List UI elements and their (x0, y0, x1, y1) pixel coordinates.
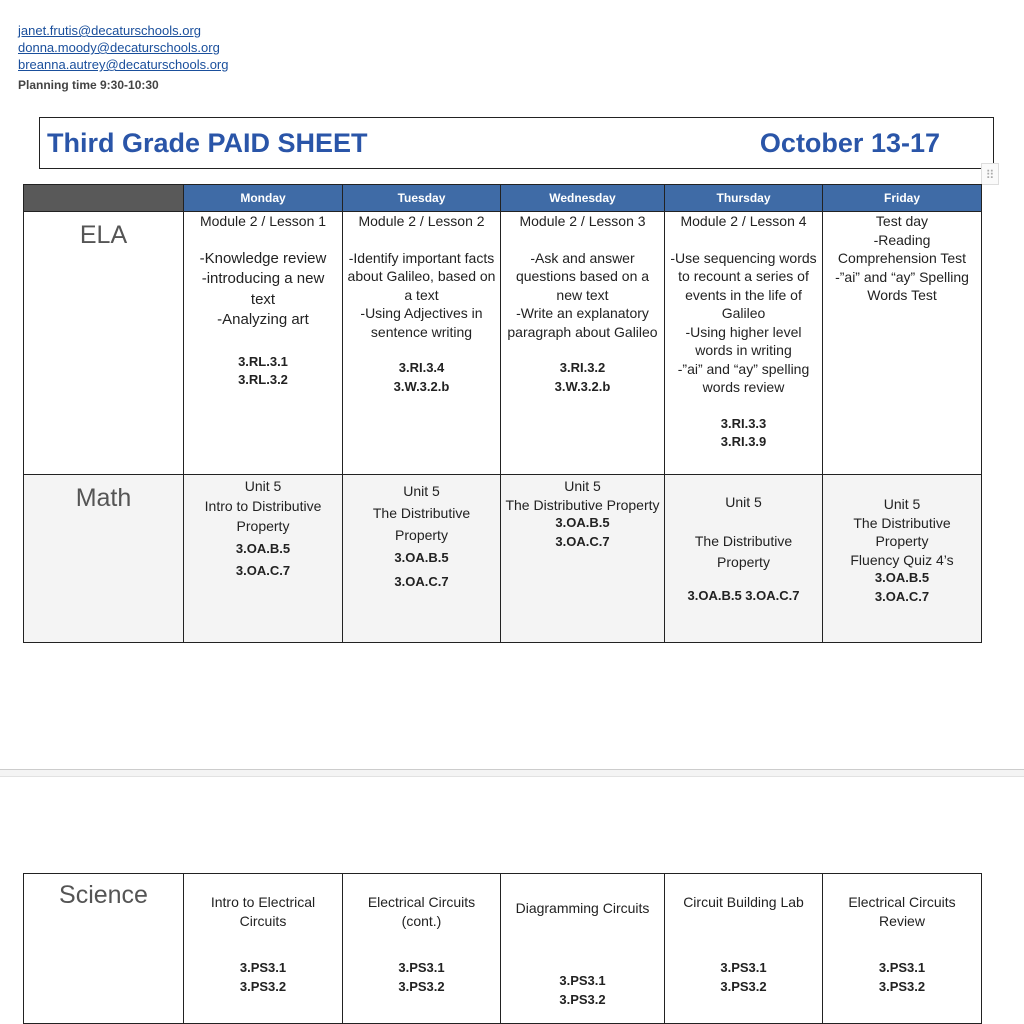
science-cell-wednesday (501, 874, 665, 1024)
day-header-thursday: Thursday (665, 185, 823, 212)
lesson-title: Module 2 / Lesson 3 (519, 213, 646, 229)
ela-row (24, 212, 982, 475)
standard-code: 3.PS3.1 (398, 960, 445, 975)
standard-code: 3.OA.B.5 (555, 515, 610, 530)
standard-code: 3.RI.3.4 (398, 360, 445, 375)
lesson-title: Test day (875, 213, 929, 229)
week-dates: October 13-17 (759, 128, 940, 158)
standard-code: 3.PS3.2 (559, 991, 606, 1007)
lesson-item: -Write an explanatory paragraph about Galileo (507, 305, 658, 340)
lesson-item: -introducing a new text (201, 270, 325, 308)
lesson-item: The Distributive Property (694, 532, 793, 570)
math-cell-friday (823, 475, 982, 643)
math-row (24, 475, 982, 643)
ela-cell-wednesday (501, 212, 665, 475)
math-cell-tuesday (343, 475, 501, 643)
science-cell-tuesday (343, 874, 501, 1024)
science-cell-thursday (665, 874, 823, 1024)
ela-cell-thursday (665, 212, 823, 475)
email-link-moody[interactable]: donna.moody@decaturschools.org (18, 40, 220, 55)
standard-code: 3.OA.C.7 (555, 533, 610, 549)
schedule-table (23, 184, 982, 643)
science-cell-friday (823, 874, 982, 1024)
lesson-item: -Reading Comprehension Test (837, 231, 967, 266)
lesson-item: -Using Adjectives in sentence writing (360, 305, 483, 340)
standard-code: 3.PS3.1 (720, 960, 767, 975)
lesson-item: The Distributive Property (372, 505, 471, 543)
lesson-item: Intro to Distributive Property (204, 497, 322, 534)
standard-code: 3.RI.3.3 (720, 415, 767, 431)
lesson-item: -Knowledge review (199, 249, 327, 267)
email-list (18, 22, 229, 73)
sheet-title: Third Grade PAID SHEET (47, 128, 368, 158)
standard-code: 3.RL.3.2 (238, 372, 288, 387)
science-cell-monday (184, 874, 343, 1024)
unit-title: Unit 5 (883, 496, 921, 512)
standard-code: 3.W.3.2.b (393, 378, 450, 394)
lesson-item: -”ai” and “ay” spelling words review (677, 360, 810, 395)
standard-code: 3.OA.B.5 (874, 570, 930, 585)
page-break (0, 769, 1024, 777)
day-header-friday: Friday (823, 185, 982, 212)
planning-time: Planning time 9:30-10:30 (18, 78, 159, 92)
table-drag-handle[interactable]: ⠿ (981, 163, 999, 185)
lesson-title: Module 2 / Lesson 4 (680, 213, 807, 229)
email-link-autrey[interactable]: breanna.autrey@decaturschools.org (18, 57, 229, 72)
day-header-monday: Monday (184, 185, 343, 212)
header-corner (24, 185, 184, 212)
lesson-item: -Using higher level words in writing (685, 323, 802, 358)
lesson-item: Electrical Circuits Review (848, 894, 956, 929)
lesson-item: Intro to Electrical Circuits (210, 894, 316, 929)
unit-title: Unit 5 (725, 494, 762, 510)
standard-code: 3.PS3.2 (239, 978, 287, 994)
math-cell-thursday (665, 475, 823, 643)
lesson-item: -Use sequencing words to recount a series of events in the life of Galileo (670, 249, 817, 321)
standard-code: 3.OA.B.5 (394, 550, 449, 565)
lesson-item: The Distributive Property (853, 514, 951, 549)
science-row (24, 874, 982, 1024)
lesson-item: Diagramming Circuits (515, 900, 650, 916)
ela-cell-friday (823, 212, 982, 475)
title-banner (39, 117, 994, 169)
unit-title: Unit 5 (564, 478, 601, 494)
day-header-wednesday: Wednesday (501, 185, 665, 212)
lesson-title: Module 2 / Lesson 1 (199, 213, 327, 229)
standard-code: 3.OA.C.7 (874, 588, 930, 604)
standard-code: 3.RI.3.2 (559, 360, 606, 375)
standard-code: 3.OA.B.5 3.OA.C.7 (687, 587, 800, 603)
subject-label-science: Science (24, 874, 184, 1024)
lesson-title: Module 2 / Lesson 2 (358, 213, 485, 229)
unit-title: Unit 5 (244, 478, 282, 494)
standard-code: 3.PS3.2 (720, 978, 767, 994)
standard-code: 3.OA.B.5 (235, 540, 291, 556)
lesson-item: Fluency Quiz 4’s (850, 551, 954, 568)
standard-code: 3.RI.3.9 (720, 434, 767, 449)
day-header-row (24, 185, 982, 212)
lesson-item: Circuit Building Lab (683, 894, 804, 910)
day-header-tuesday: Tuesday (343, 185, 501, 212)
standard-code: 3.PS3.1 (559, 973, 606, 988)
standard-code: 3.PS3.2 (398, 978, 445, 994)
lesson-item: -Ask and answer questions based on a new text (515, 249, 650, 303)
standard-code: 3.OA.C.7 (394, 574, 449, 589)
subject-label-ela: ELA (24, 212, 184, 475)
subject-label-math: Math (24, 475, 184, 643)
standard-code: 3.PS3.1 (878, 960, 926, 975)
science-table (23, 873, 982, 1024)
math-cell-monday (184, 475, 343, 643)
lesson-item: Electrical Circuits (cont.) (367, 894, 476, 929)
lesson-item: -Identify important facts about Galileo, based on a text (347, 249, 496, 303)
standard-code: 3.PS3.1 (239, 960, 287, 975)
standard-code: 3.W.3.2.b (554, 378, 611, 394)
lesson-item: The Distributive Property (505, 496, 660, 513)
unit-title: Unit 5 (403, 483, 440, 499)
ela-cell-monday (184, 212, 343, 475)
lesson-item: -”ai” and “ay” Spelling Words Test (835, 268, 969, 303)
standard-code: 3.RL.3.1 (238, 353, 288, 369)
math-cell-wednesday (501, 475, 665, 643)
standard-code: 3.PS3.2 (878, 978, 926, 994)
lesson-item: -Analyzing art (217, 311, 309, 328)
standard-code: 3.OA.C.7 (235, 562, 291, 578)
email-link-frutis[interactable]: janet.frutis@decaturschools.org (18, 23, 202, 38)
ela-cell-tuesday (343, 212, 501, 475)
